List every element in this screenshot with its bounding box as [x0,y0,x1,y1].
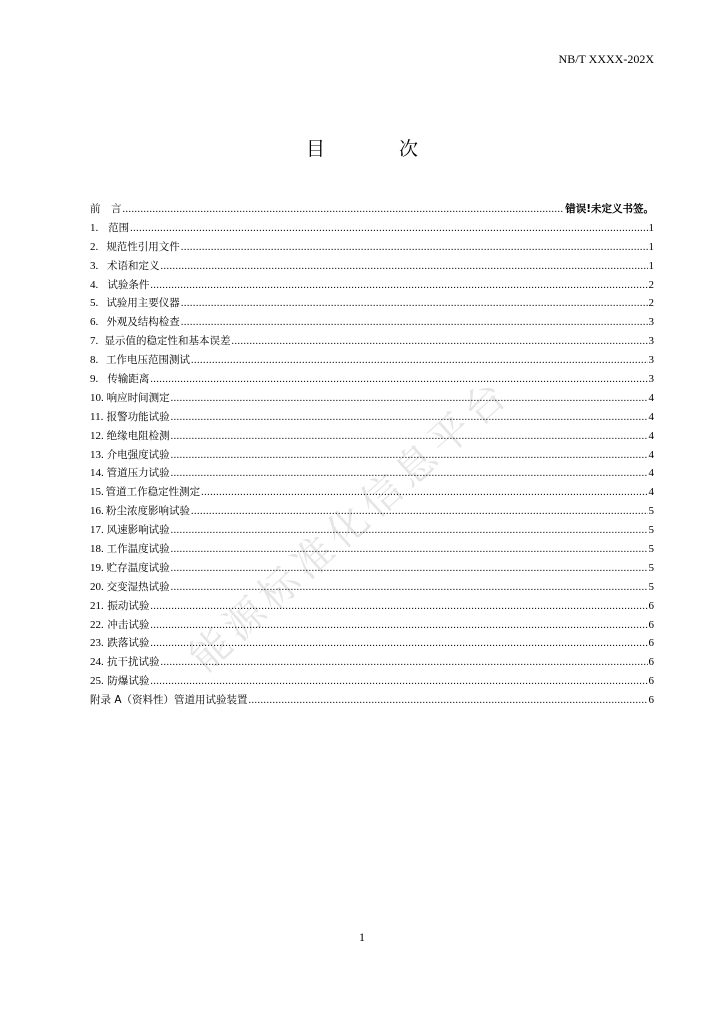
toc-entry-label: 冲击试验 [107,618,150,631]
toc-entry[interactable] [90,483,654,502]
toc-dot-leader [181,239,648,258]
toc-dot-leader [150,277,647,296]
toc-entry-label: 外观及结构检查 [106,316,180,329]
toc-entry-page: 3 [648,335,654,348]
toc-entry[interactable] [90,351,654,370]
toc-entry-page: 4 [648,467,654,480]
toc-entry-label: 附录 A（资料性）管道用试验装置 [90,694,248,707]
toc-entry-page: 4 [648,486,654,499]
toc-entry-page: 4 [648,448,654,461]
toc-entry-label: 介电强度试验 [106,448,170,461]
toc-entry-label: 显示值的稳定性和基本误差 [104,335,231,348]
watermark: 能源标准化信息平台 [181,369,520,681]
table-of-contents [90,200,654,710]
toc-entry-number: 16. [90,505,104,518]
toc-entry-page: 1 [648,240,654,253]
toc-entry-number: 19. [90,561,104,574]
toc-dot-leader [150,598,647,617]
toc-entry-number: 2. [90,240,99,253]
toc-entry[interactable] [90,502,654,521]
toc-entry[interactable] [90,597,654,616]
toc-entry[interactable] [90,313,654,332]
toc-entry-label: 贮存温度试验 [106,561,170,574]
toc-dot-leader [150,371,647,390]
toc-entry-page: 6 [648,675,654,688]
document-code: NB/T XXXX-202X [558,52,654,66]
toc-entry[interactable] [90,672,654,691]
toc-entry-number: 17. [90,524,104,537]
toc-entry-number: 13. [90,448,104,461]
toc-entry-label: 前 言 [90,203,122,215]
toc-entry[interactable] [90,464,654,483]
toc-entry-number: 1. [90,221,99,234]
toc-dot-leader [171,522,648,541]
toc-entry[interactable] [90,427,654,446]
toc-entry-page: 4 [648,429,654,442]
toc-dot-leader [171,390,648,409]
toc-entry-number: 6. [90,316,99,329]
toc-entry-number: 18. [90,543,104,556]
toc-entry-label: 响应时间测定 [106,391,170,404]
toc-dot-leader [171,579,648,598]
toc-dot-leader [150,673,647,692]
toc-entry-page: 5 [648,580,654,593]
toc-entry-label: 规范性引用文件 [106,240,180,253]
toc-entry-label: 工作温度试验 [106,543,170,556]
toc-entry-page: 1 [648,259,654,272]
toc-entry-number: 7. [90,335,99,348]
toc-entry-label: 交变湿热试验 [106,580,170,593]
toc-entry[interactable] [90,634,654,653]
toc-entry-number: 8. [90,354,99,367]
toc-entry[interactable] [90,691,654,710]
toc-entry-page: 错误!未定义书签。 [565,203,654,215]
toc-entry[interactable] [90,540,654,559]
toc-entry[interactable] [90,238,654,257]
toc-entry-page: 3 [648,354,654,367]
toc-dot-leader [201,484,647,503]
toc-dot-leader [161,654,648,673]
toc-entry-page: 2 [648,278,654,291]
toc-dot-leader [249,692,648,711]
toc-dot-leader [171,428,648,447]
toc-entry-page: 6 [648,694,654,707]
toc-entry-number: 15. [90,486,104,499]
toc-entry-page: 3 [648,373,654,386]
toc-entry-number: 25. [90,675,104,688]
toc-entry-page: 1 [648,221,654,234]
toc-entry-page: 5 [648,505,654,518]
toc-dot-leader [171,465,648,484]
toc-entry-number: 9. [90,373,99,386]
toc-entry-label: 术语和定义 [107,259,160,272]
toc-entry-page: 4 [648,391,654,404]
toc-entry-label: 粉尘浓度影响试验 [105,505,190,518]
toc-entry[interactable] [90,389,654,408]
toc-entry-number: 14. [90,467,104,480]
toc-entry-label: 管道压力试验 [106,467,170,480]
toc-entry-label: 管道工作稳定性测定 [105,486,201,499]
toc-entry[interactable] [90,653,654,672]
toc-entry-number: 11. [90,410,104,423]
toc-entry-page: 6 [648,637,654,650]
toc-entry[interactable] [90,578,654,597]
toc-entry-page: 5 [648,561,654,574]
toc-entry-label: 试验用主要仪器 [106,297,180,310]
toc-dot-leader [171,560,648,579]
toc-entry-page: 2 [648,297,654,310]
toc-entry-number: 20. [90,580,104,593]
page-number: 1 [359,930,365,944]
toc-entry-number: 10. [90,391,104,404]
toc-entry-number: 24. [90,656,104,669]
toc-entry-label: 范围 [108,221,130,234]
toc-entry-label: 试验条件 [107,278,150,291]
toc-dot-leader [181,314,648,333]
toc-entry[interactable] [90,446,654,465]
toc-entry-label: 工作电压范围测试 [105,354,190,367]
toc-entry-label: 传输距离 [107,373,150,386]
toc-entry-page: 3 [648,316,654,329]
toc-dot-leader [123,201,565,220]
toc-entry-page: 6 [648,656,654,669]
toc-entry[interactable] [90,200,654,219]
toc-title: 目 次 [305,138,453,160]
toc-dot-leader [171,447,648,466]
toc-dot-leader [171,541,648,560]
toc-entry-number: 23. [90,637,104,650]
toc-entry[interactable] [90,408,654,427]
toc-entry-label: 绝缘电阻检测 [106,429,170,442]
toc-dot-leader [191,352,648,371]
toc-entry-label: 报警功能试验 [106,410,170,423]
toc-dot-leader [150,617,647,636]
toc-dot-leader [232,333,648,352]
toc-entry-page: 5 [648,524,654,537]
toc-entry[interactable] [90,521,654,540]
toc-entry-label: 振动试验 [107,599,150,612]
toc-entry-label: 防爆试验 [107,675,150,688]
toc-entry-page: 5 [648,543,654,556]
toc-dot-leader [171,409,648,428]
toc-entry[interactable] [90,559,654,578]
toc-dot-leader [181,295,648,314]
toc-entry-number: 4. [90,278,99,291]
toc-entry[interactable] [90,257,654,276]
toc-entry[interactable] [90,219,654,238]
toc-entry-number: 22. [90,618,104,631]
toc-entry-page: 6 [648,599,654,612]
toc-entry[interactable] [90,332,654,351]
toc-entry-page: 6 [648,618,654,631]
toc-entry-label: 风速影响试验 [106,524,170,537]
toc-dot-leader [150,635,647,654]
toc-entry[interactable] [90,370,654,389]
toc-entry-number: 5. [90,297,99,310]
toc-entry-label: 抗干扰试验 [107,656,160,669]
toc-entry-label: 跌落试验 [107,637,150,650]
toc-entry-number: 21. [90,599,104,612]
toc-entry-number: 3. [90,259,99,272]
toc-entry-page: 4 [648,410,654,423]
toc-dot-leader [191,503,648,522]
toc-entry-number: 12. [90,429,104,442]
toc-dot-leader [130,220,647,239]
toc-entry[interactable] [90,276,654,295]
toc-entry[interactable] [90,616,654,635]
toc-entry[interactable] [90,294,654,313]
toc-dot-leader [161,258,648,277]
